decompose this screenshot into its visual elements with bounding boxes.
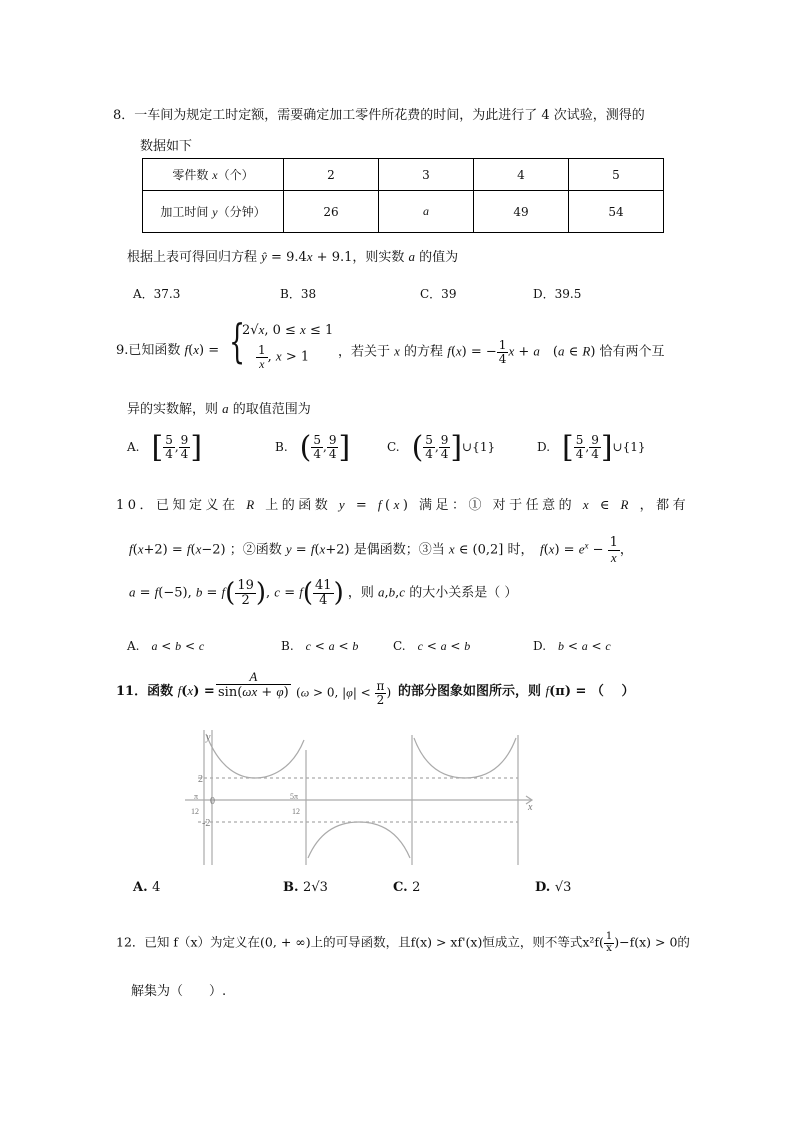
q9-option-a: A. [ $\frac{5}{4}$ , $\frac{9}{4}$ ]: [127, 430, 203, 465]
graph-label-neg2: -2: [202, 818, 211, 829]
svg-text:12: 12: [292, 807, 300, 816]
graph-x-label: x: [528, 802, 533, 813]
q10-option-c: C. c < a < b: [393, 639, 471, 653]
graph-y-label: y: [206, 732, 211, 743]
q11-option-a: A. 4: [133, 880, 161, 895]
table-cell: a: [379, 191, 474, 233]
q10-line2: f(x+2) = f(x−2) ；②函数 y = f(x+2) 是偶函数；③当 x ∈ (0,2] 时， $f(x) = e^x$ − $\frac{1}{x}$ ，: [129, 535, 633, 565]
q11-graph: [180, 730, 540, 870]
q9-line2: 异的实数解，则 a 的取值范围为: [127, 401, 311, 417]
q9-option-d: D. [ $\frac{5}{4}$ , $\frac{9}{4}$ ]∪{1}: [537, 430, 646, 465]
graph-label-2: 2: [198, 774, 203, 785]
q8-line2: 数据如下: [140, 139, 193, 154]
table-cell: 49: [474, 191, 569, 233]
q11-option-b: B. 2√3: [283, 880, 328, 895]
table-row1-label: 零件数 x（个）: [143, 159, 284, 191]
q10-line3: a = f(−5), b = f( $\frac{19}{2}$ ), c = f( $\frac{41}{4}$ ) ，则 a,b,c 的大小关系是（ ）: [129, 577, 518, 608]
svg-text:12: 12: [191, 807, 199, 816]
svg-text:5π: 5π: [290, 792, 299, 801]
q9-option-b: B. ( $\frac{5}{4}$ , $\frac{9}{4}$ ]: [275, 430, 351, 465]
table-cell: 2: [284, 159, 379, 191]
q8-line1: 8．一车间为规定工时定额，需要确定加工零件所花费的时间，为此进行了 4 次试验，测得的: [113, 108, 645, 123]
q11-option-c: C. 2: [393, 880, 421, 895]
q9-option-c: C. ( $\frac{5}{4}$ , $\frac{9}{4}$ ]∪{1}: [387, 430, 496, 465]
q8-data-table: [142, 158, 664, 233]
q12-line1: 12．已知 f（x）为定义在(0, + ∞)上的可导函数，且f(x) > xf'(x)恒成立，则不等式x²f( $\frac{1}{x}$ )−f(x) > 0的: [116, 931, 690, 954]
q8-option-b: B．38: [280, 287, 317, 301]
table-cell: 5: [569, 159, 664, 191]
table-cell: 26: [284, 191, 379, 233]
graph-label-zero: 0: [210, 796, 215, 807]
q8-option-c: C．39: [420, 287, 457, 301]
table-cell: 54: [569, 191, 664, 233]
q10-option-a: A. a < b < c: [127, 639, 205, 653]
table-cell: 4: [474, 159, 569, 191]
q8-option-d: D．39.5: [533, 287, 582, 301]
q8-regression: 根据上表可得回归方程 ŷ = 9.4x + 9.1，则实数 a 的值为: [127, 249, 459, 265]
q10-option-d: D. b < a < c: [533, 639, 611, 653]
table-row2-label: 加工时间 y（分钟）: [143, 191, 284, 233]
svg-text:π: π: [194, 792, 199, 801]
q10-line1: 10．已知定义在 R 上的函数 y = f(x) 满足：① 对于任意的 x ∈ R ，都有: [116, 497, 690, 513]
table-cell: 3: [379, 159, 474, 191]
q8-option-a: A．37.3: [133, 287, 181, 301]
q12-line2: 解集为（ ）.: [131, 984, 227, 999]
q11-option-d: D. √3: [535, 880, 572, 895]
q10-option-b: B. c < a < b: [281, 639, 359, 653]
